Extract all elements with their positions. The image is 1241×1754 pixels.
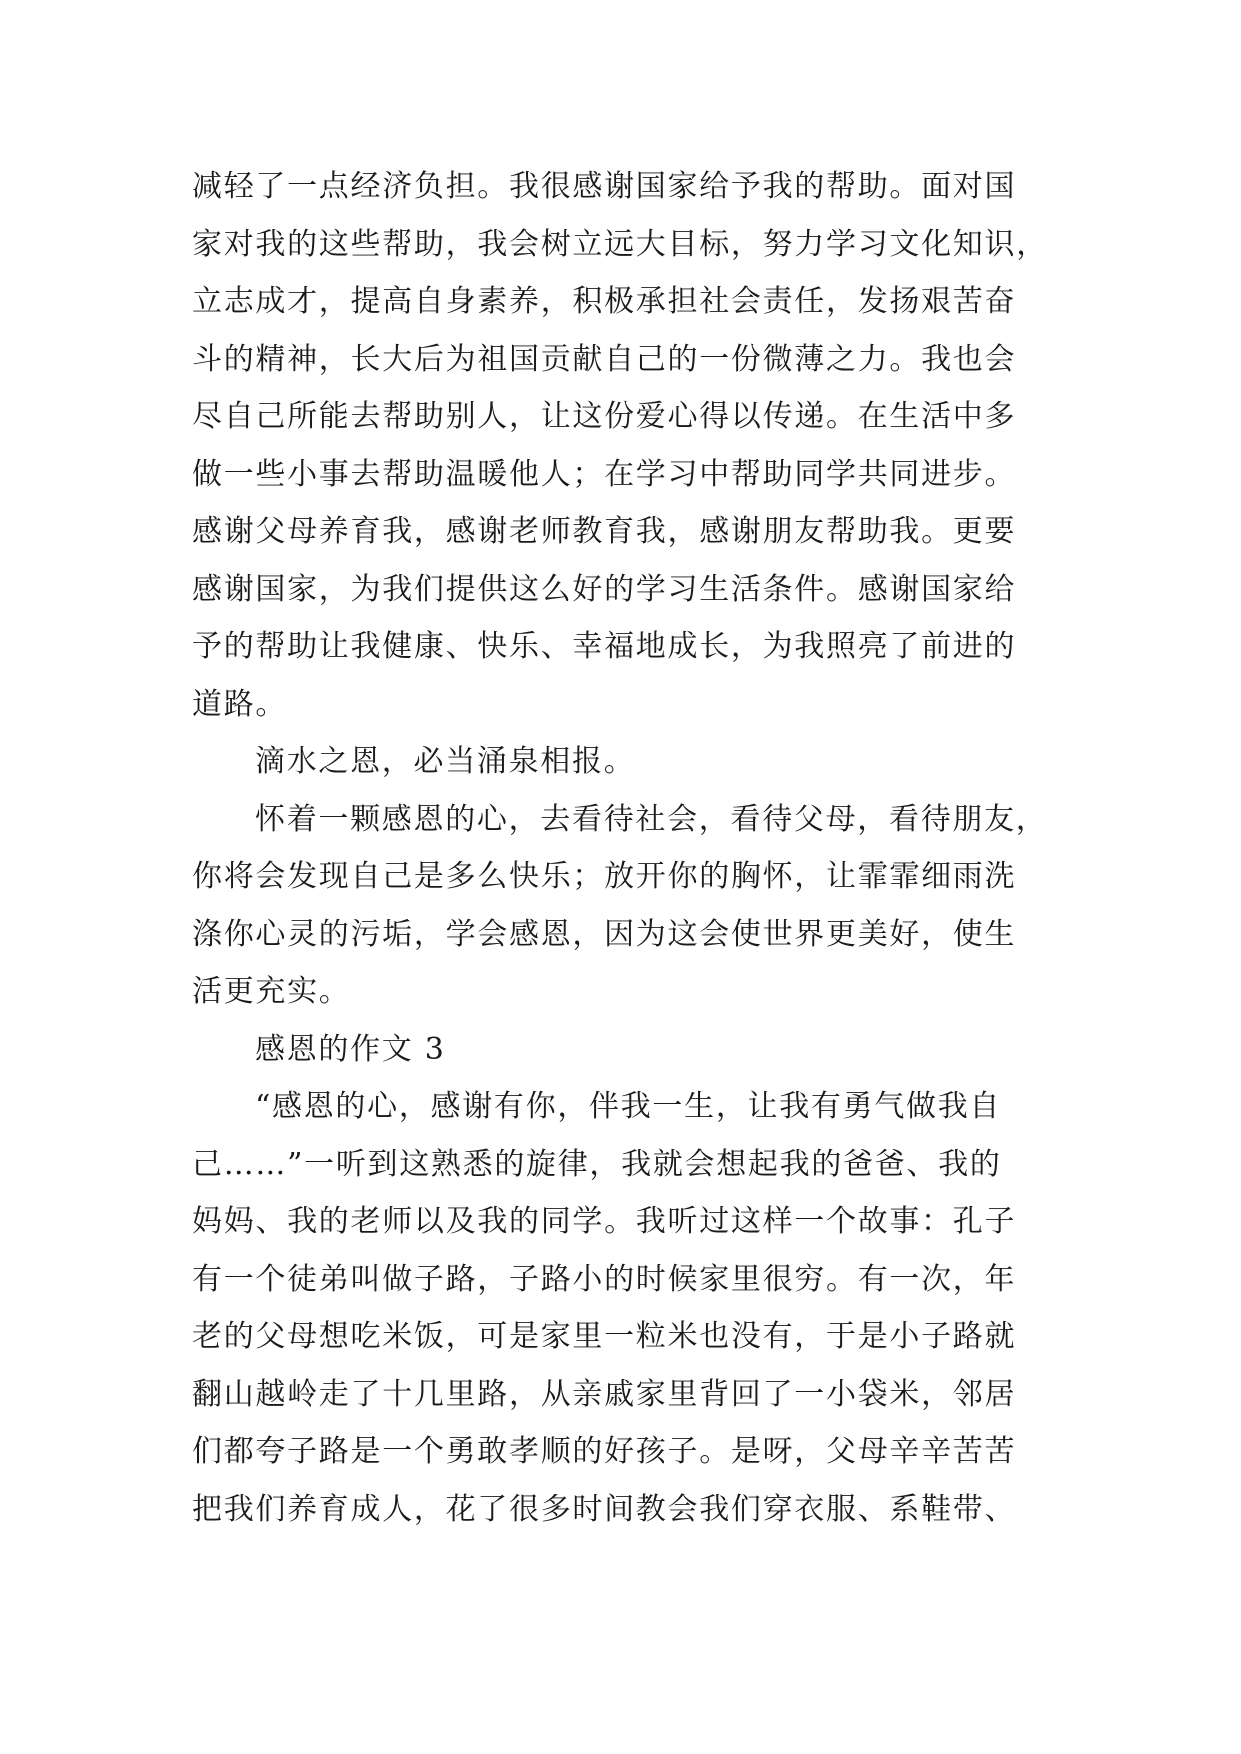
text-line: 尽自己所能去帮助别人，让这份爱心得以传递。在生活中多: [192, 399, 1017, 434]
text-line: 你将会发现自己是多么快乐；放开你的胸怀，让霏霏细雨洗: [192, 859, 1017, 894]
text-line: 活更充实。: [192, 974, 351, 1009]
text-line: 感谢国家，为我们提供这么好的学习生活条件。感谢国家给: [192, 571, 1017, 607]
text-line: 家对我的这些帮助，我会树立远大目标，努力学习文化知识，: [192, 226, 1048, 262]
text-line: 翻山越岭走了十几里路，从亲戚家里背回了一小袋米，邻居: [192, 1376, 1017, 1412]
text-line: 有一个徒弟叫做子路，子路小的时候家里很穷。有一次，年: [192, 1261, 1017, 1297]
text-line: 予的帮助让我健康、快乐、幸福地成长，为我照亮了前进的: [192, 629, 1017, 664]
text-line: 们都夸子路是一个勇敢孝顺的好孩子。是呀，父母辛辛苦苦: [192, 1434, 1017, 1469]
text-line-indented: 滴水之恩，必当涌泉相报。: [255, 744, 636, 779]
text-line: 感谢父母养育我，感谢老师教育我，感谢朋友帮助我。更要: [192, 514, 1017, 549]
text-line: 涤你心灵的污垢，学会感恩，因为这会使世界更美好，使生: [192, 916, 1017, 952]
essay-text-block: [192, 158, 1072, 1538]
text-line: 斗的精神，长大后为祖国贡献自己的一份微薄之力。我也会: [192, 341, 1017, 377]
text-line: 老的父母想吃米饭，可是家里一粒米也没有，于是小子路就: [192, 1319, 1017, 1354]
text-line: 减轻了一点经济负担。我很感谢国家给予我的帮助。面对国: [192, 169, 1017, 204]
text-line-indented: 怀着一颗感恩的心，去看待社会，看待父母，看待朋友，: [255, 801, 1048, 837]
text-line: 道路。: [192, 686, 288, 722]
text-line: 己……”一听到这熟悉的旋律，我就会想起我的爸爸、我的: [192, 1146, 1002, 1182]
section-title: 感恩的作文 3: [255, 1031, 446, 1067]
text-line: 立志成才，提高自身素养，积极承担社会责任，发扬艰苦奋: [192, 284, 1017, 319]
text-line: 做一些小事去帮助温暖他人；在学习中帮助同学共同进步。: [192, 456, 1017, 492]
text-line: 把我们养育成人，花了很多时间教会我们穿衣服、系鞋带、: [192, 1491, 1017, 1527]
text-line: 妈妈、我的老师以及我的同学。我听过这样一个故事：孔子: [192, 1204, 1017, 1239]
text-line-indented: “感恩的心，感谢有你，伴我一生，让我有勇气做我自: [255, 1089, 1002, 1124]
